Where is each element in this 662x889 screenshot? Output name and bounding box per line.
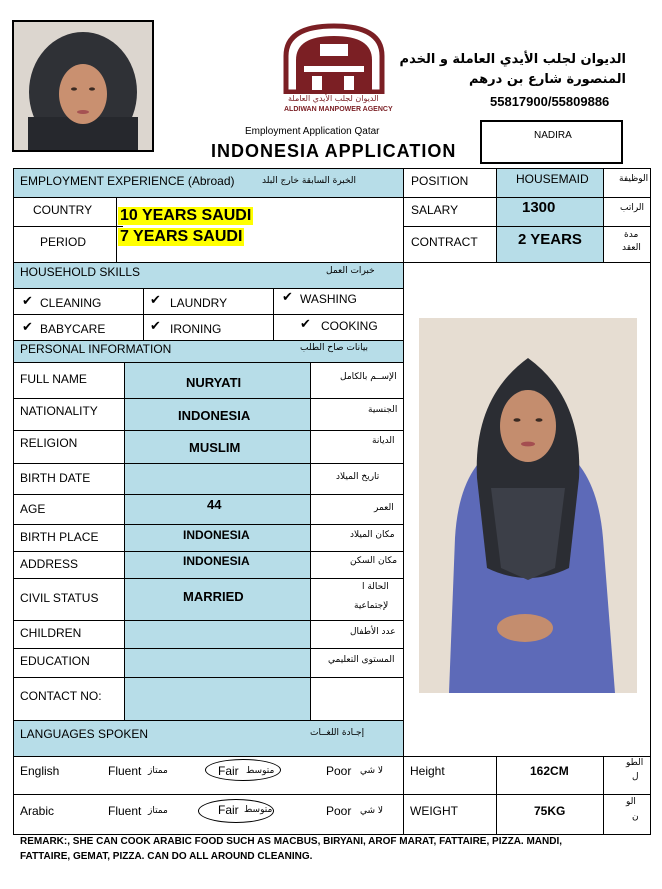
fluent-ar: ممتاز <box>148 806 168 816</box>
birth-date-label: BIRTH DATE <box>20 471 91 485</box>
code-name: NADIRA <box>534 130 572 141</box>
agency-arabic-address: المنصورة شارع بن درهم <box>468 72 626 87</box>
salary-label: SALARY <box>411 203 459 217</box>
agency-arabic-name: الديوان لجلب الأيدي العاملة و الخدم <box>399 52 626 67</box>
civil-status-ar-1: الحالة ا <box>362 582 389 592</box>
height-ar-1: الطو <box>626 758 644 768</box>
address-value: INDONESIA <box>183 554 250 568</box>
nationality-label: NATIONALITY <box>20 404 98 418</box>
nationality-value: INDONESIA <box>178 408 251 423</box>
religion-ar: الديانة <box>372 436 395 446</box>
experience-header: EMPLOYMENT EXPERIENCE (Abroad) <box>20 174 235 188</box>
birth-place-ar: مكان الميلاد <box>350 530 395 540</box>
age-ar: العمر <box>374 503 394 513</box>
address-ar: مكان السكن <box>350 556 398 566</box>
period-label: PERIOD <box>40 235 87 249</box>
check-icon: ✔ <box>300 316 311 331</box>
fair-ar: متوسط <box>244 805 273 815</box>
experience-entry-2: 7 YEARS SAUDI <box>120 228 243 245</box>
birth-date-ar: تاريخ الميلاد <box>336 472 380 482</box>
check-icon: ✔ <box>22 293 33 308</box>
language-english: English <box>20 764 60 778</box>
skill-ironing: IRONING <box>170 322 222 336</box>
check-icon: ✔ <box>150 318 161 333</box>
contract-label: CONTRACT <box>411 235 478 249</box>
skill-cleaning: CLEANING <box>40 296 102 310</box>
position-ar: الوظيفة <box>619 174 649 184</box>
education-label: EDUCATION <box>20 654 90 668</box>
check-icon: ✔ <box>22 319 33 334</box>
languages-header: LANGUAGES SPOKEN <box>20 727 149 741</box>
age-value: 44 <box>207 497 222 512</box>
form-subtitle: Employment Application Qatar <box>245 126 380 137</box>
address-label: ADDRESS <box>20 557 79 571</box>
fair-label: Fair <box>218 803 239 817</box>
country-label: COUNTRY <box>33 203 93 217</box>
contract-ar-2: العقد <box>622 243 641 253</box>
language-arabic: Arabic <box>20 804 55 818</box>
weight-ar-2: ن <box>632 812 639 822</box>
skill-laundry: LAUNDRY <box>170 296 228 310</box>
experience-entry-1: 10 YEARS SAUDI <box>120 207 252 224</box>
form-title: INDONESIA APPLICATION <box>211 141 457 161</box>
civil-status-ar-2: لإجتماعية <box>354 601 389 611</box>
birth-place-value: INDONESIA <box>183 528 250 542</box>
languages-header-ar: إجـادة اللغــات <box>310 728 365 738</box>
weight-ar-1: الو <box>626 797 636 807</box>
personal-header: PERSONAL INFORMATION <box>20 342 172 356</box>
nationality-ar: الجنسية <box>368 405 398 415</box>
applicant-portrait-photo <box>12 20 154 152</box>
remark-line-2: FATTAIRE, GEMAT, PIZZA. CAN DO ALL AROUND CLEANING. <box>20 851 313 862</box>
salary-value: 1300 <box>522 199 556 216</box>
full-name-label: FULL NAME <box>20 372 87 386</box>
applicant-fullbody-photo <box>419 318 637 693</box>
check-icon: ✔ <box>150 292 161 307</box>
religion-value: MUSLIM <box>189 440 241 455</box>
experience-header-ar: الخبرة السابقة خارج البلد <box>262 176 357 186</box>
skills-header: HOUSEHOLD SKILLS <box>20 265 141 279</box>
skill-cooking: COOKING <box>321 319 378 333</box>
full-name-ar: الإســم بالكامل <box>340 372 397 382</box>
civil-status-label: CIVIL STATUS <box>20 591 99 605</box>
position-label: POSITION <box>411 174 469 188</box>
fluent-label: Fluent <box>108 764 142 778</box>
fair-ar: متوسط <box>246 766 275 776</box>
contract-value: 2 YEARS <box>518 231 582 248</box>
poor-ar: لا شي <box>360 806 384 816</box>
agency-logo <box>282 22 393 118</box>
children-label: CHILDREN <box>20 626 82 640</box>
weight-value: 75KG <box>534 804 566 818</box>
poor-label: Poor <box>326 804 352 818</box>
poor-label: Poor <box>326 764 352 778</box>
skill-washing: WASHING <box>300 292 357 306</box>
children-ar: عدد الأطفال <box>350 627 396 637</box>
birth-place-label: BIRTH PLACE <box>20 530 99 544</box>
fluent-ar: ممتاز <box>148 766 168 776</box>
poor-ar: لا شي <box>360 766 384 776</box>
logo-arabic-text: الديوان لجلب الأيدي العاملة <box>288 94 379 103</box>
height-ar-2: ل <box>632 772 639 782</box>
logo-english-text: ALDIWAN MANPOWER AGENCY <box>284 106 393 113</box>
position-value: HOUSEMAID <box>516 172 589 186</box>
religion-label: RELIGION <box>20 436 78 450</box>
full-name-value: NURYATI <box>186 375 242 390</box>
remark-line-1: REMARK:, SHE CAN COOK ARABIC FOOD SUCH AS MACBUS, BIRYANI, AROF MARAT, FATTAIRE, PIZZA. MANDI, <box>20 836 563 847</box>
contract-ar-1: مدة <box>624 230 639 240</box>
height-label: Height <box>410 764 445 778</box>
check-icon: ✔ <box>282 289 293 304</box>
weight-label: WEIGHT <box>410 804 458 818</box>
contact-label: CONTACT NO: <box>20 689 102 703</box>
personal-header-ar: بيانات صاح الطلب <box>300 343 369 353</box>
fluent-label: Fluent <box>108 804 142 818</box>
education-ar: المستوى التعليمي <box>328 655 395 665</box>
skills-header-ar: خبرات العمل <box>326 266 375 276</box>
salary-ar: الراتب <box>620 203 645 213</box>
skill-babycare: BABYCARE <box>40 322 106 336</box>
fair-label: Fair <box>218 764 239 778</box>
agency-phones: 55817900/55809886 <box>490 94 610 109</box>
age-label: AGE <box>20 502 46 516</box>
height-value: 162CM <box>530 764 569 778</box>
code-name-box <box>480 120 623 164</box>
civil-status-value: MARRIED <box>183 589 244 604</box>
